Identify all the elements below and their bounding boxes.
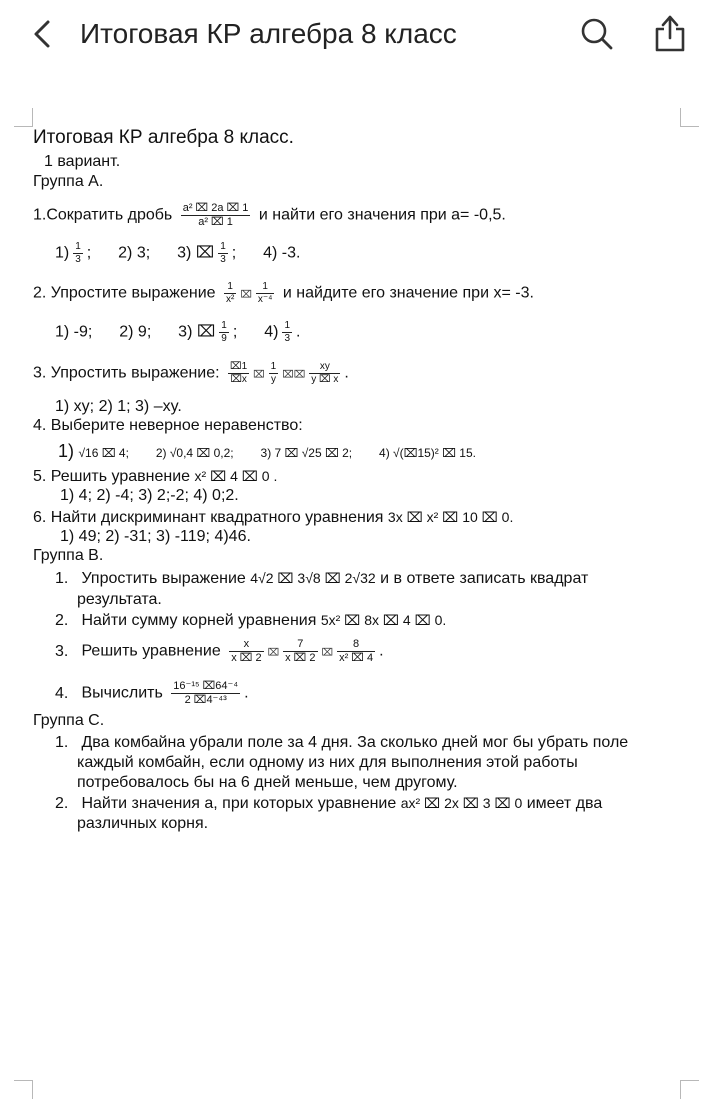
denominator: y — [270, 374, 276, 385]
operator: ⌧ — [253, 369, 265, 381]
task-a1 — [33, 202, 506, 229]
numerator: 1 — [221, 320, 227, 331]
item-number: 1. — [55, 734, 69, 751]
task-text: 1.Сократить дробь — [33, 206, 173, 224]
task-text: Решить уравнение — [81, 642, 221, 660]
separator: ; — [86, 244, 92, 262]
separator: ; — [232, 323, 238, 341]
separator: . — [344, 364, 349, 382]
task-a6-answers: 1) 49; 2) -31; 3) -119; 4)46. — [60, 528, 251, 545]
task-text: и в ответе записать квадрат — [380, 570, 589, 587]
answer-option: 1) -9; — [55, 323, 93, 341]
task-a5-answers: 1) 4; 2) -4; 3) 2;-2; 4) 0;2. — [60, 487, 239, 504]
task-a3-answers: 1) xy; 2) 1; 3) –xy. — [55, 398, 182, 415]
numerator: ⌧1 — [230, 361, 248, 372]
task-text: Найти сумму корней уравнения — [81, 612, 317, 629]
task-c2 — [55, 793, 602, 814]
denominator: x ⌧ 2 — [231, 652, 262, 664]
task-text: 3. Упростить выражение: — [33, 364, 220, 382]
fraction — [269, 361, 279, 386]
denominator: x² — [225, 294, 235, 305]
task-text: и найдите его значение при х= -3. — [282, 284, 534, 302]
task-c2-cont: различных корня. — [77, 815, 209, 832]
numerator: a² ⌧ 2a ⌧ 1 — [182, 202, 249, 214]
task-text: Упростить выражение — [81, 570, 246, 587]
item-number: 1. — [55, 570, 69, 587]
operator: ⌧⌧ — [282, 369, 306, 381]
task-text: имеет два — [526, 795, 603, 812]
fraction — [229, 638, 263, 665]
denominator: x² ⌧ 4 — [339, 652, 374, 664]
task-c1 — [55, 733, 628, 753]
denominator: x⁻⁴ — [257, 294, 273, 305]
answer-option: 4) -3. — [263, 244, 301, 262]
math-expression: x² ⌧ 4 ⌧ 0 . — [194, 468, 278, 484]
math-expression: 5x² ⌧ 8x ⌧ 4 ⌧ 0. — [320, 612, 447, 628]
task-a4-options — [58, 441, 476, 463]
task-a3 — [33, 361, 349, 386]
task-a5 — [33, 466, 277, 487]
denominator: 3 — [75, 254, 81, 265]
fraction — [282, 320, 292, 345]
item-number: 4. — [55, 684, 69, 702]
answer-option: 3) 7 ⌧ √25 ⌧ 2; — [260, 446, 353, 460]
answer-label: 3) ⌧ — [178, 323, 216, 341]
math-expression: 3x ⌧ x² ⌧ 10 ⌧ 0. — [387, 509, 514, 525]
numerator: x — [229, 638, 263, 652]
answer-option: 4) √(⌧15)² ⌧ 15. — [379, 446, 476, 460]
task-c1-line2: каждый комбайн, если одному из них для выполнения этой работы — [77, 754, 578, 771]
task-a4: 4. Выберите неверное неравенство: — [33, 417, 303, 434]
task-b4 — [55, 680, 249, 707]
task-text: 5. Решить уравнение — [33, 468, 191, 485]
fraction — [283, 638, 317, 665]
answer-label: 3) ⌧ — [177, 244, 215, 262]
numerator: 16⁻¹⁵ ⌧64⁻⁴ — [173, 680, 239, 692]
item-number: 2. — [55, 795, 69, 812]
fraction — [309, 361, 340, 386]
fraction — [337, 638, 375, 665]
denominator: 3 — [284, 333, 290, 344]
answer-option: 2) √0,4 ⌧ 0,2; — [155, 446, 234, 460]
numerator: 8 — [337, 638, 375, 652]
task-b1 — [55, 568, 588, 589]
numerator: 1 — [284, 320, 290, 331]
doc-heading: Итоговая КР алгебра 8 класс. — [33, 127, 294, 148]
separator: ; — [231, 244, 237, 262]
operator: ⌧ — [321, 647, 334, 659]
fraction — [73, 241, 83, 266]
task-text: и найти его значения при а= -0,5. — [258, 206, 506, 224]
math-expression: 4√2 ⌧ 3√8 ⌧ 2√32 — [250, 570, 376, 586]
answer-label: 1) — [58, 441, 75, 461]
denominator: ⌧x — [230, 374, 247, 385]
task-text: Вычислить — [81, 684, 163, 702]
fraction — [256, 281, 275, 306]
fraction — [218, 241, 228, 266]
task-text: Два комбайна убрали поле за 4 дня. За сколько дней мог бы убрать поле — [81, 734, 629, 751]
task-text: Найти значения а, при которых уравнение — [81, 795, 397, 812]
answer-option: 2) 3; — [118, 244, 151, 262]
numerator: 1 — [220, 241, 226, 252]
group-a-heading: Группа А. — [33, 173, 104, 190]
task-a1-answers — [55, 241, 300, 266]
item-number: 3. — [55, 642, 69, 660]
operator: ⌧ — [267, 647, 280, 659]
item-number: 2. — [55, 612, 69, 629]
task-b2 — [55, 610, 446, 631]
denominator: a² ⌧ 1 — [198, 216, 233, 228]
task-a2-answers — [55, 320, 300, 345]
numerator: 1 — [270, 361, 277, 372]
answer-label: 1) — [55, 244, 70, 262]
numerator: xy — [309, 361, 340, 374]
fraction — [181, 202, 251, 229]
task-text: 2. Упростите выражение — [33, 284, 216, 302]
denominator: 3 — [220, 254, 226, 265]
group-c-heading: Группа С. — [33, 712, 105, 729]
task-text: 6. Найти дискриминант квадратного уравнения — [33, 509, 384, 526]
group-b-heading: Группа В. — [33, 547, 104, 564]
denominator: x ⌧ 2 — [285, 652, 316, 664]
fraction — [219, 320, 229, 345]
variant-label: 1 вариант. — [44, 153, 121, 170]
fraction — [171, 680, 240, 707]
task-b3 — [55, 638, 384, 665]
denominator: 9 — [221, 333, 227, 344]
denominator: y ⌧ x — [311, 374, 339, 385]
numerator: 1 — [256, 281, 275, 294]
numerator: 1 — [224, 281, 236, 294]
numerator: 7 — [283, 638, 317, 652]
separator: . — [296, 323, 301, 341]
task-a6 — [33, 507, 513, 528]
task-a2 — [33, 281, 534, 306]
math-expression: ax² ⌧ 2x ⌧ 3 ⌧ 0 — [400, 795, 523, 811]
fraction — [228, 361, 249, 386]
separator: . — [379, 642, 384, 660]
operator: ⌧ — [240, 289, 252, 301]
task-b1-cont: результата. — [77, 591, 162, 608]
denominator: 2 ⌧4⁻⁴³ — [184, 694, 227, 706]
answer-option: √16 ⌧ 4; — [78, 446, 129, 460]
task-c1-line3: потребовалось бы на 6 дней меньше, чем другому. — [77, 774, 458, 791]
document-title: Итоговая КР алгебра 8 класс — [80, 18, 457, 49]
separator: . — [244, 684, 249, 702]
answer-label: 4) — [264, 323, 279, 341]
fraction — [224, 281, 236, 306]
answer-option: 2) 9; — [119, 323, 152, 341]
numerator: 1 — [75, 241, 81, 252]
